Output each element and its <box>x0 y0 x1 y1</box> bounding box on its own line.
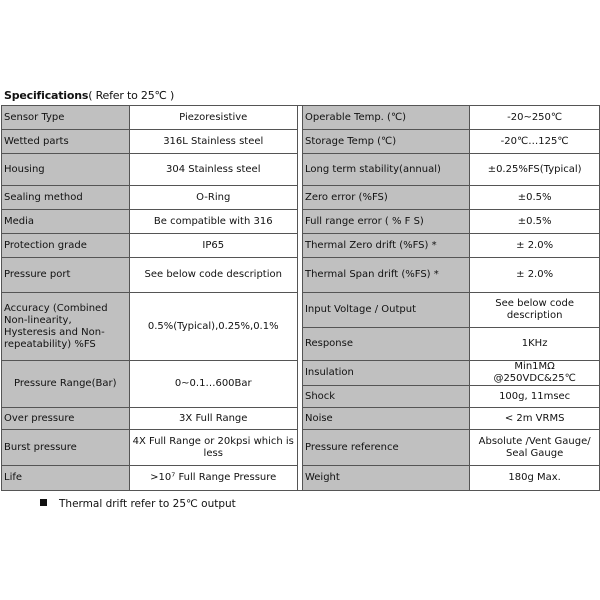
spec-value: < 2m VRMS <box>470 408 600 430</box>
spec-value: 0.5%(Typical),0.25%,0.1% <box>129 293 297 361</box>
spec-value: ±0.25%FS(Typical) <box>470 154 600 186</box>
spec-label: Pressure Range(Bar) <box>2 361 130 408</box>
spec-value: Piezoresistive <box>129 106 297 130</box>
spec-label: Full range error ( % F S) <box>302 210 469 234</box>
spec-value: 4X Full Range or 20kpsi which is less <box>129 430 297 466</box>
footnote-text: Thermal drift refer to 25℃ output <box>59 498 236 510</box>
section-heading <box>4 89 174 102</box>
table-row <box>2 106 600 130</box>
spec-value: 0~0.1…600Bar <box>129 361 297 408</box>
spec-label: Shock <box>302 386 469 408</box>
spec-label: Input Voltage / Output <box>302 293 469 328</box>
spec-label: Weight <box>302 466 469 491</box>
spec-label: Burst pressure <box>2 430 130 466</box>
spec-value: IP65 <box>129 234 297 258</box>
spec-value: ±0.5% <box>470 210 600 234</box>
spec-value: 1KHz <box>470 328 600 361</box>
spec-label: Protection grade <box>2 234 130 258</box>
spec-label: Media <box>2 210 130 234</box>
spec-value: ± 2.0% <box>470 234 600 258</box>
spec-label: Long term stability(annual) <box>302 154 469 186</box>
spec-label: Response <box>302 328 469 361</box>
spec-label: Sensor Type <box>2 106 130 130</box>
spec-label: Wetted parts <box>2 130 130 154</box>
spec-value: >10⁷ Full Range Pressure <box>129 466 297 491</box>
spec-value: Min1MΩ @250VDC&25℃ <box>470 361 600 386</box>
spec-value: See below code description <box>129 258 297 293</box>
spec-label: Noise <box>302 408 469 430</box>
spec-label: Insulation <box>302 361 469 386</box>
spec-value: -20~250℃ <box>470 106 600 130</box>
section-title: Specifications <box>4 89 89 102</box>
footnote <box>40 498 236 510</box>
spec-value: 100g, 11msec <box>470 386 600 408</box>
spec-label: Thermal Span drift (%FS) * <box>302 258 469 293</box>
section-subtitle: ( Refer to 25℃ ) <box>88 89 175 102</box>
spec-label: Pressure port <box>2 258 130 293</box>
spec-value: O-Ring <box>129 186 297 210</box>
bullet-square-icon <box>40 499 47 506</box>
spec-value: 316L Stainless steel <box>129 130 297 154</box>
spec-label: Storage Temp (℃) <box>302 130 469 154</box>
spec-label: Zero error (%FS) <box>302 186 469 210</box>
spec-label: Thermal Zero drift (%FS) * <box>302 234 469 258</box>
spec-label: Housing <box>2 154 130 186</box>
spec-value: 304 Stainless steel <box>129 154 297 186</box>
spec-value: Absolute /Vent Gauge/ Seal Gauge <box>470 430 600 466</box>
spec-label: Sealing method <box>2 186 130 210</box>
spec-value: See below code description <box>470 293 600 328</box>
spec-value: -20℃…125℃ <box>470 130 600 154</box>
spec-value: ±0.5% <box>470 186 600 210</box>
spec-label: Accuracy (Combined Non-linearity, Hysteresis and Non-repeatability) %FS <box>2 293 130 361</box>
spec-value: 180g Max. <box>470 466 600 491</box>
spec-value: Be compatible with 316 <box>129 210 297 234</box>
spec-label: Over pressure <box>2 408 130 430</box>
specifications-table <box>1 105 600 491</box>
spec-label: Pressure reference <box>302 430 469 466</box>
spec-label: Life <box>2 466 130 491</box>
spec-label: Operable Temp. (℃) <box>302 106 469 130</box>
spec-value: 3X Full Range <box>129 408 297 430</box>
spec-value: ± 2.0% <box>470 258 600 293</box>
